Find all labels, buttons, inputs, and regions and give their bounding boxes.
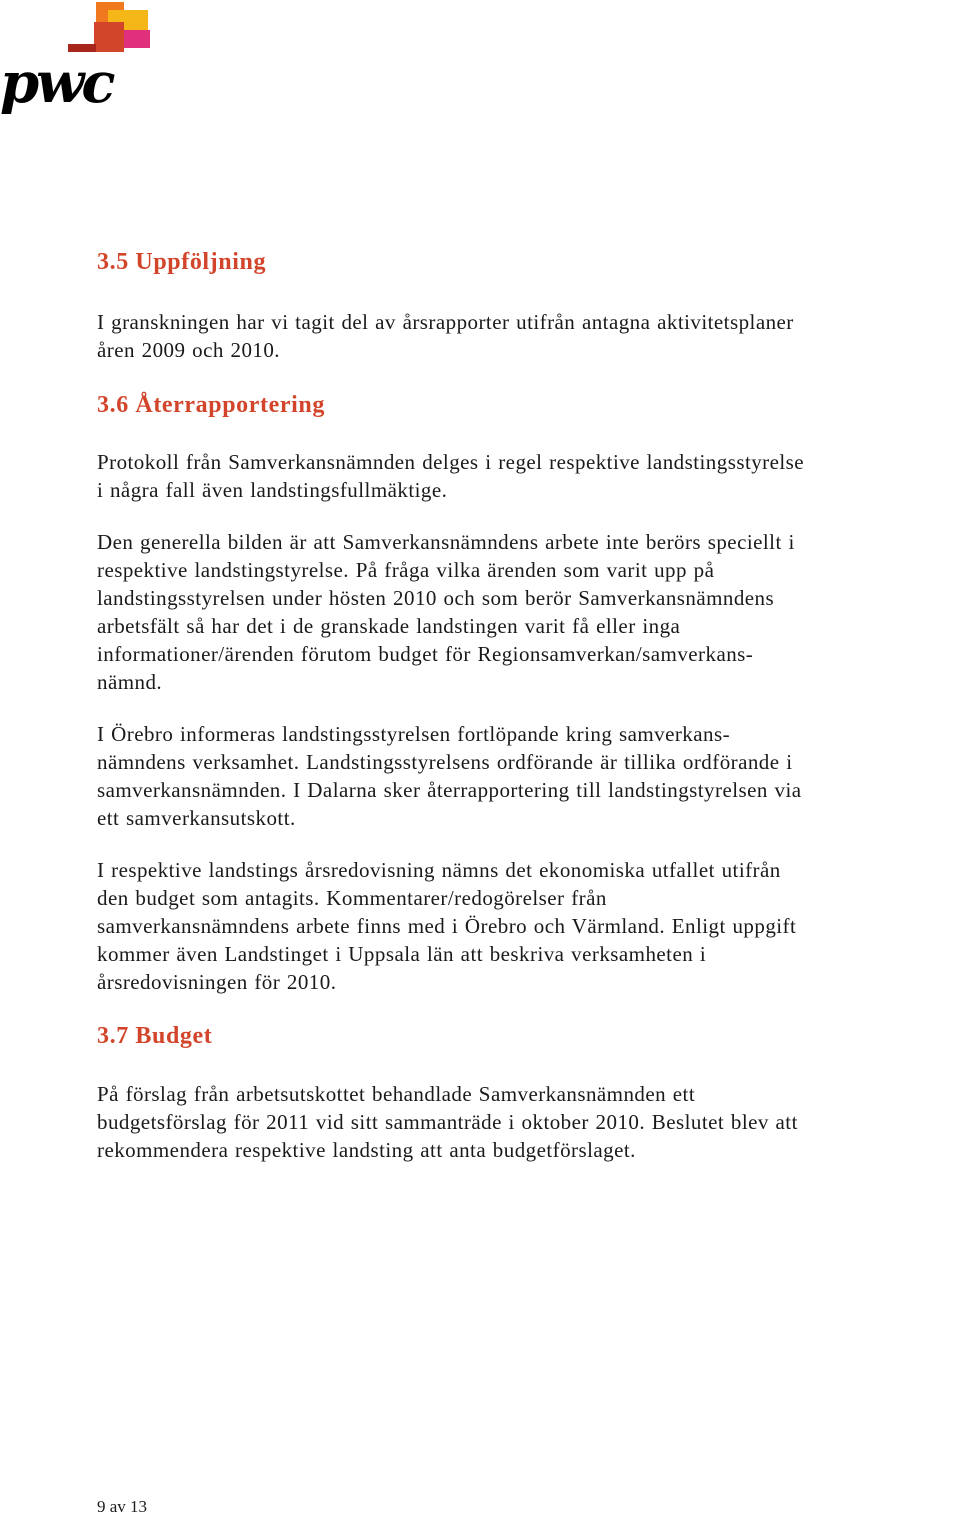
text-line: årsredovisningen för 2010. bbox=[97, 970, 337, 994]
text-line: informationer/ärenden förutom budget för Regionsamverkan/samverkans- bbox=[97, 642, 754, 666]
paragraph-3-6-3 bbox=[97, 720, 957, 832]
heading-3-5: 3.5 Uppföljning bbox=[97, 249, 267, 275]
text-line: I granskningen har vi tagit del av årsrapporter utifrån antagna aktivitetsplaner bbox=[97, 310, 794, 334]
text-line: Protokoll från Samverkansnämnden delges i regel respektive landstingsstyrelse bbox=[97, 450, 805, 474]
text-line: arbetsfält så har det i de granskade landstingen varit få eller inga bbox=[97, 614, 681, 638]
paragraph-3-7 bbox=[97, 1080, 957, 1164]
page-number: 9 av 13 bbox=[97, 1497, 148, 1516]
text-line: rekommendera respektive landsting att anta budgetförslaget. bbox=[97, 1138, 636, 1162]
text-line: samverkansnämndens arbete finns med i Örebro och Värmland. Enligt uppgift bbox=[97, 914, 797, 938]
paragraph-3-5 bbox=[97, 308, 957, 364]
pwc-logo-mark bbox=[0, 0, 160, 120]
paragraph-3-6-1 bbox=[97, 448, 957, 504]
text-line: samverkansnämnden. I Dalarna sker återrapportering till landstingstyrelsen via bbox=[97, 778, 802, 802]
text-line: respektive landstingstyrelse. På fråga vilka ärenden som varit upp på bbox=[97, 558, 715, 582]
pwc-logo bbox=[0, 0, 160, 120]
paragraph-3-6-4 bbox=[97, 856, 957, 996]
logo-block-pink bbox=[120, 30, 150, 48]
text-line: budgetsförslag för 2011 vid sitt sammanträde i oktober 2010. Beslutet blev att bbox=[97, 1110, 798, 1134]
text-line: I respektive landstings årsredovisning nämns det ekonomiska utfallet utifrån bbox=[97, 858, 781, 882]
heading-3-6: 3.6 Återrapportering bbox=[97, 392, 325, 418]
text-line: kommer även Landstinget i Uppsala län att beskriva verksamheten i bbox=[97, 942, 707, 966]
text-line: ett samverkansutskott. bbox=[97, 806, 296, 830]
text-line: Den generella bilden är att Samverkansnämndens arbete inte berörs speciellt i bbox=[97, 530, 795, 554]
text-line: i några fall även landstingsfullmäktige. bbox=[97, 478, 448, 502]
text-line: nämndens verksamhet. Landstingsstyrelsens ordförande är tillika ordförande i bbox=[97, 750, 793, 774]
logo-block-red bbox=[94, 22, 124, 52]
text-line: nämnd. bbox=[97, 670, 163, 694]
paragraph-3-6-2 bbox=[97, 528, 957, 696]
heading-3-7: 3.7 Budget bbox=[97, 1023, 213, 1049]
text-line: På förslag från arbetsutskottet behandlade Samverkansnämnden ett bbox=[97, 1082, 696, 1106]
logo-wordmark: pwc bbox=[0, 50, 113, 116]
text-line: I Örebro informeras landstingsstyrelsen fortlöpande kring samverkans- bbox=[97, 722, 731, 746]
text-line: den budget som antagits. Kommentarer/redogörelser från bbox=[97, 886, 607, 910]
text-line: landstingsstyrelsen under hösten 2010 och som berör Samverkansnämndens bbox=[97, 586, 775, 610]
text-line: åren 2009 och 2010. bbox=[97, 338, 281, 362]
